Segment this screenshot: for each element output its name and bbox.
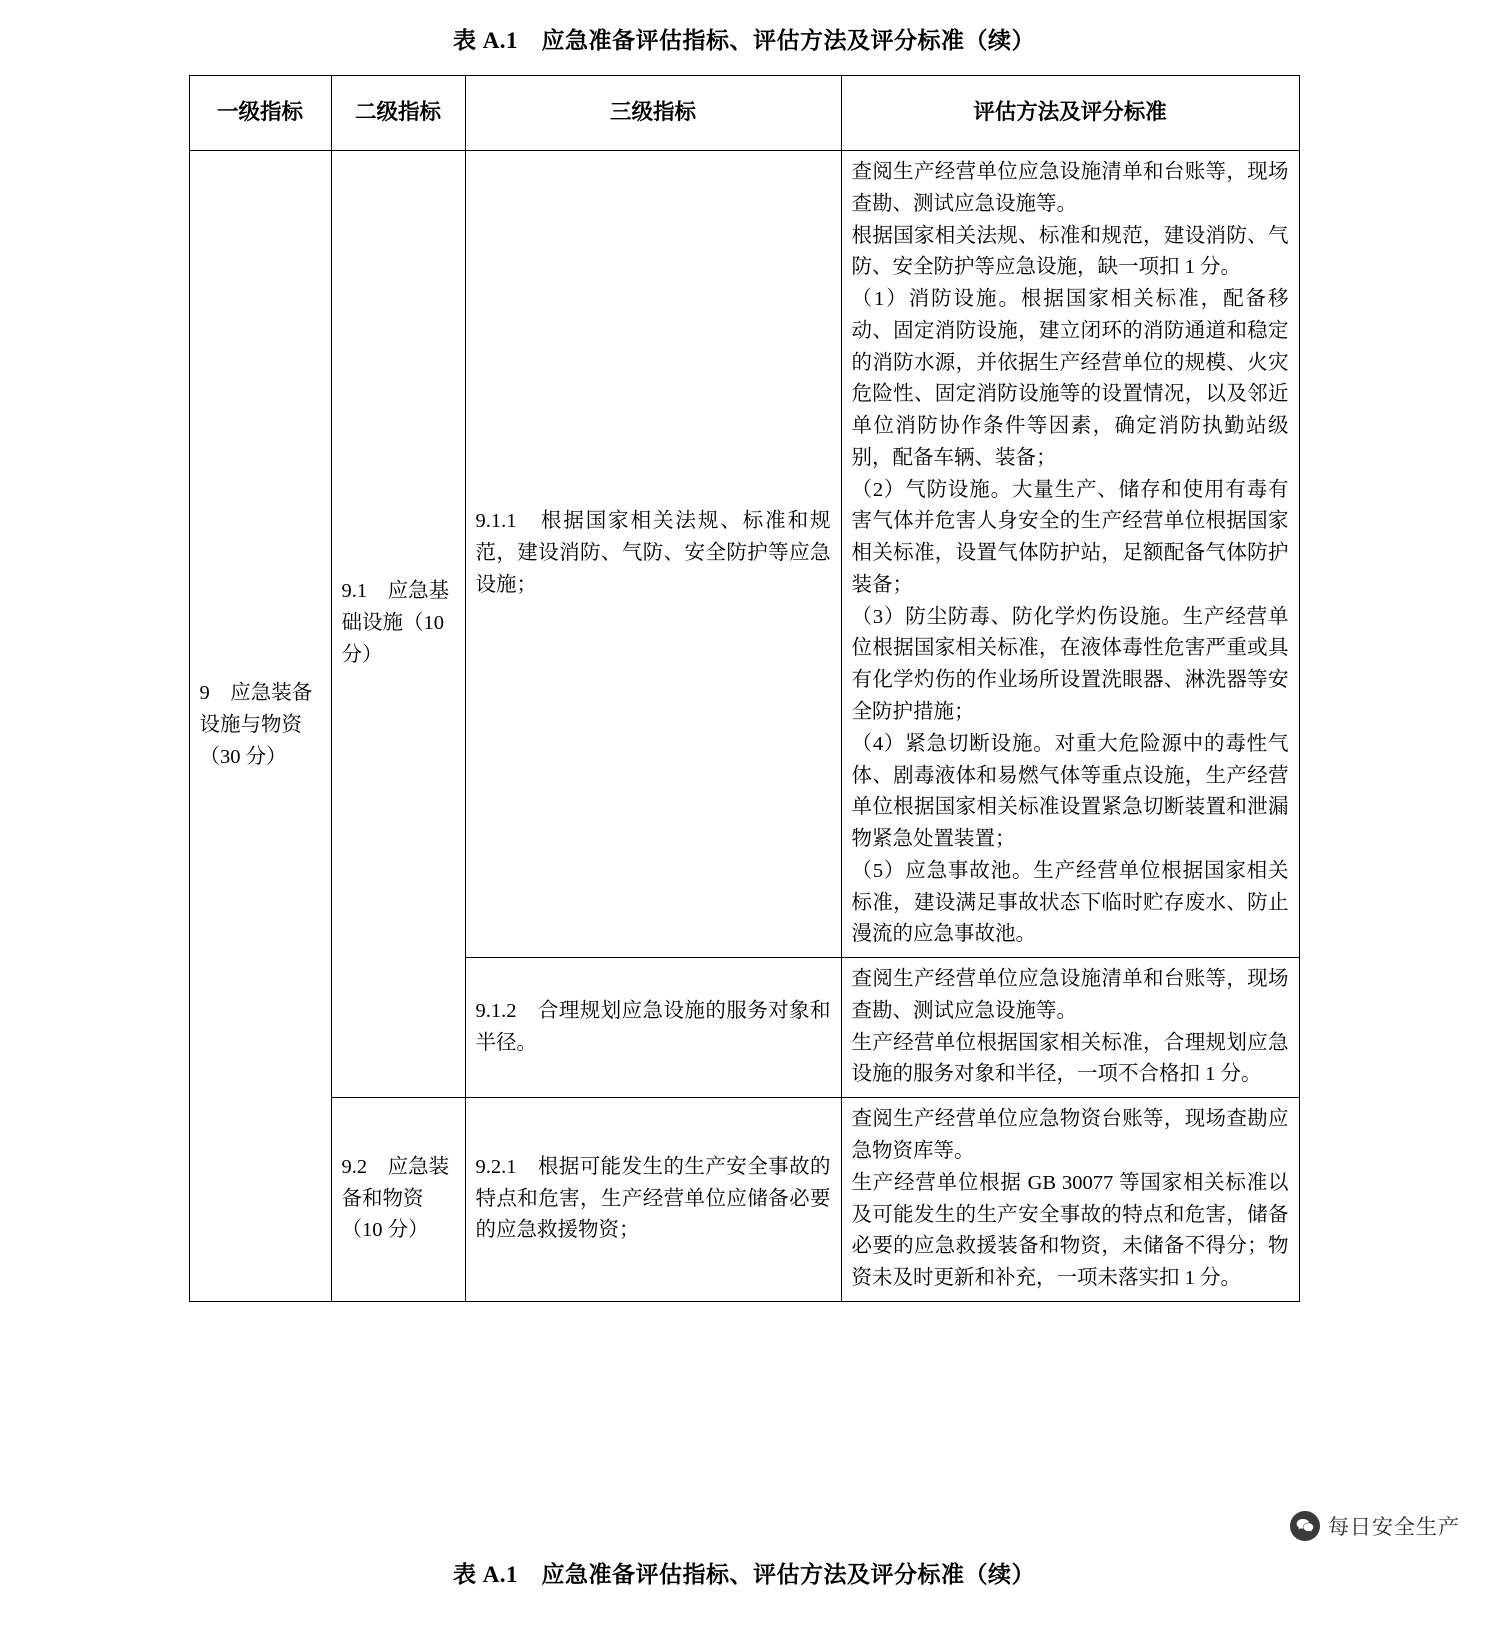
method-paragraph: 生产经营单位根据 GB 30077 等国家相关标准以及可能发生的生产安全事故的特点和危害，储备必要的应急救援装备和物资，未储备不得分；物资未及时更新和补充，一项未落实扣 1 分。: [851, 1171, 1289, 1290]
header-level2: 二级指标: [331, 76, 465, 151]
cell-method-9-2-1: [841, 1098, 1299, 1302]
table-row: [189, 151, 1299, 958]
cell-method-9-1-2: [841, 958, 1299, 1098]
table-header-row: [189, 76, 1299, 151]
wechat-icon: [1290, 1511, 1320, 1541]
method-paragraph: 根据国家相关法规、标准和规范，建设消防、气防、安全防护等应急设施，缺一项扣 1 分。: [851, 224, 1289, 279]
cell-level2-9-2: 9.2 应急装备和物资（10 分）: [331, 1098, 465, 1302]
indicator-table: [189, 75, 1300, 1302]
table-caption-bottom: 表 A.1 应急准备评估指标、评估方法及评分标准（续）: [452, 1562, 1036, 1587]
header-method: 评估方法及评分标准: [841, 76, 1299, 151]
method-paragraph: 生产经营单位根据国家相关标准，合理规划应急设施的服务对象和半径，一项不合格扣 1 分。: [851, 1031, 1289, 1086]
method-paragraph: （1）消防设施。根据国家相关标准，配备移动、固定消防设施，建立闭环的消防通道和稳定的消防水源，并依据生产经营单位的规模、火灾危险性、固定消防设施等的设置情况，以及邻近单位消防协作条件等因素，确定消防执勤站级别，配备车辆、装备；: [851, 288, 1289, 469]
method-paragraph: 查阅生产经营单位应急物资台账等，现场查勘应急物资库等。: [851, 1108, 1289, 1162]
cell-level3-9-1-1: 9.1.1 根据国家相关法规、标准和规范，建设消防、气防、安全防护等应急设施；: [465, 151, 841, 958]
cell-level1-category: 9 应急装备设施与物资（30 分）: [189, 151, 331, 1302]
method-paragraph: （5）应急事故池。生产经营单位根据国家相关标准，建设满足事故状态下临时贮存废水、防止漫流的应急事故池。: [851, 859, 1289, 946]
method-paragraph: （3）防尘防毒、防化学灼伤设施。生产经营单位根据国家相关标准，在液体毒性危害严重或具有化学灼伤的作业场所设置洗眼器、淋洗器等安全防护措施；: [851, 605, 1289, 724]
table-caption-top: 表 A.1 应急准备评估指标、评估方法及评分标准（续）: [452, 28, 1036, 53]
watermark-badge: [1290, 1511, 1460, 1541]
method-paragraph: （4）紧急切断设施。对重大危险源中的毒性气体、剧毒液体和易燃气体等重点设施，生产经营单位根据国家相关标准设置紧急切断装置和泄漏物紧急处置装置；: [851, 732, 1289, 851]
method-paragraph: 查阅生产经营单位应急设施清单和台账等，现场查勘、测试应急设施等。: [851, 968, 1289, 1022]
method-paragraph: 查阅生产经营单位应急设施清单和台账等，现场查勘、测试应急设施等。: [851, 161, 1289, 215]
watermark-label: 每日安全生产: [1328, 1516, 1460, 1539]
table-row: [189, 1098, 1299, 1302]
header-level3: 三级指标: [465, 76, 841, 151]
header-level1: 一级指标: [189, 76, 331, 151]
cell-level3-9-2-1: 9.2.1 根据可能发生的生产安全事故的特点和危害，生产经营单位应储备必要的应急救援物资；: [465, 1098, 841, 1302]
cell-level3-9-1-2: 9.1.2 合理规划应急设施的服务对象和半径。: [465, 958, 841, 1098]
cell-level2-9-1: 9.1 应急基础设施（10 分）: [331, 151, 465, 1098]
method-paragraph: （2）气防设施。大量生产、储存和使用有毒有害气体并危害人身安全的生产经营单位根据国家相关标准，设置气体防护站，足额配备气体防护装备；: [851, 478, 1289, 596]
cell-method-9-1-1: [841, 151, 1299, 958]
